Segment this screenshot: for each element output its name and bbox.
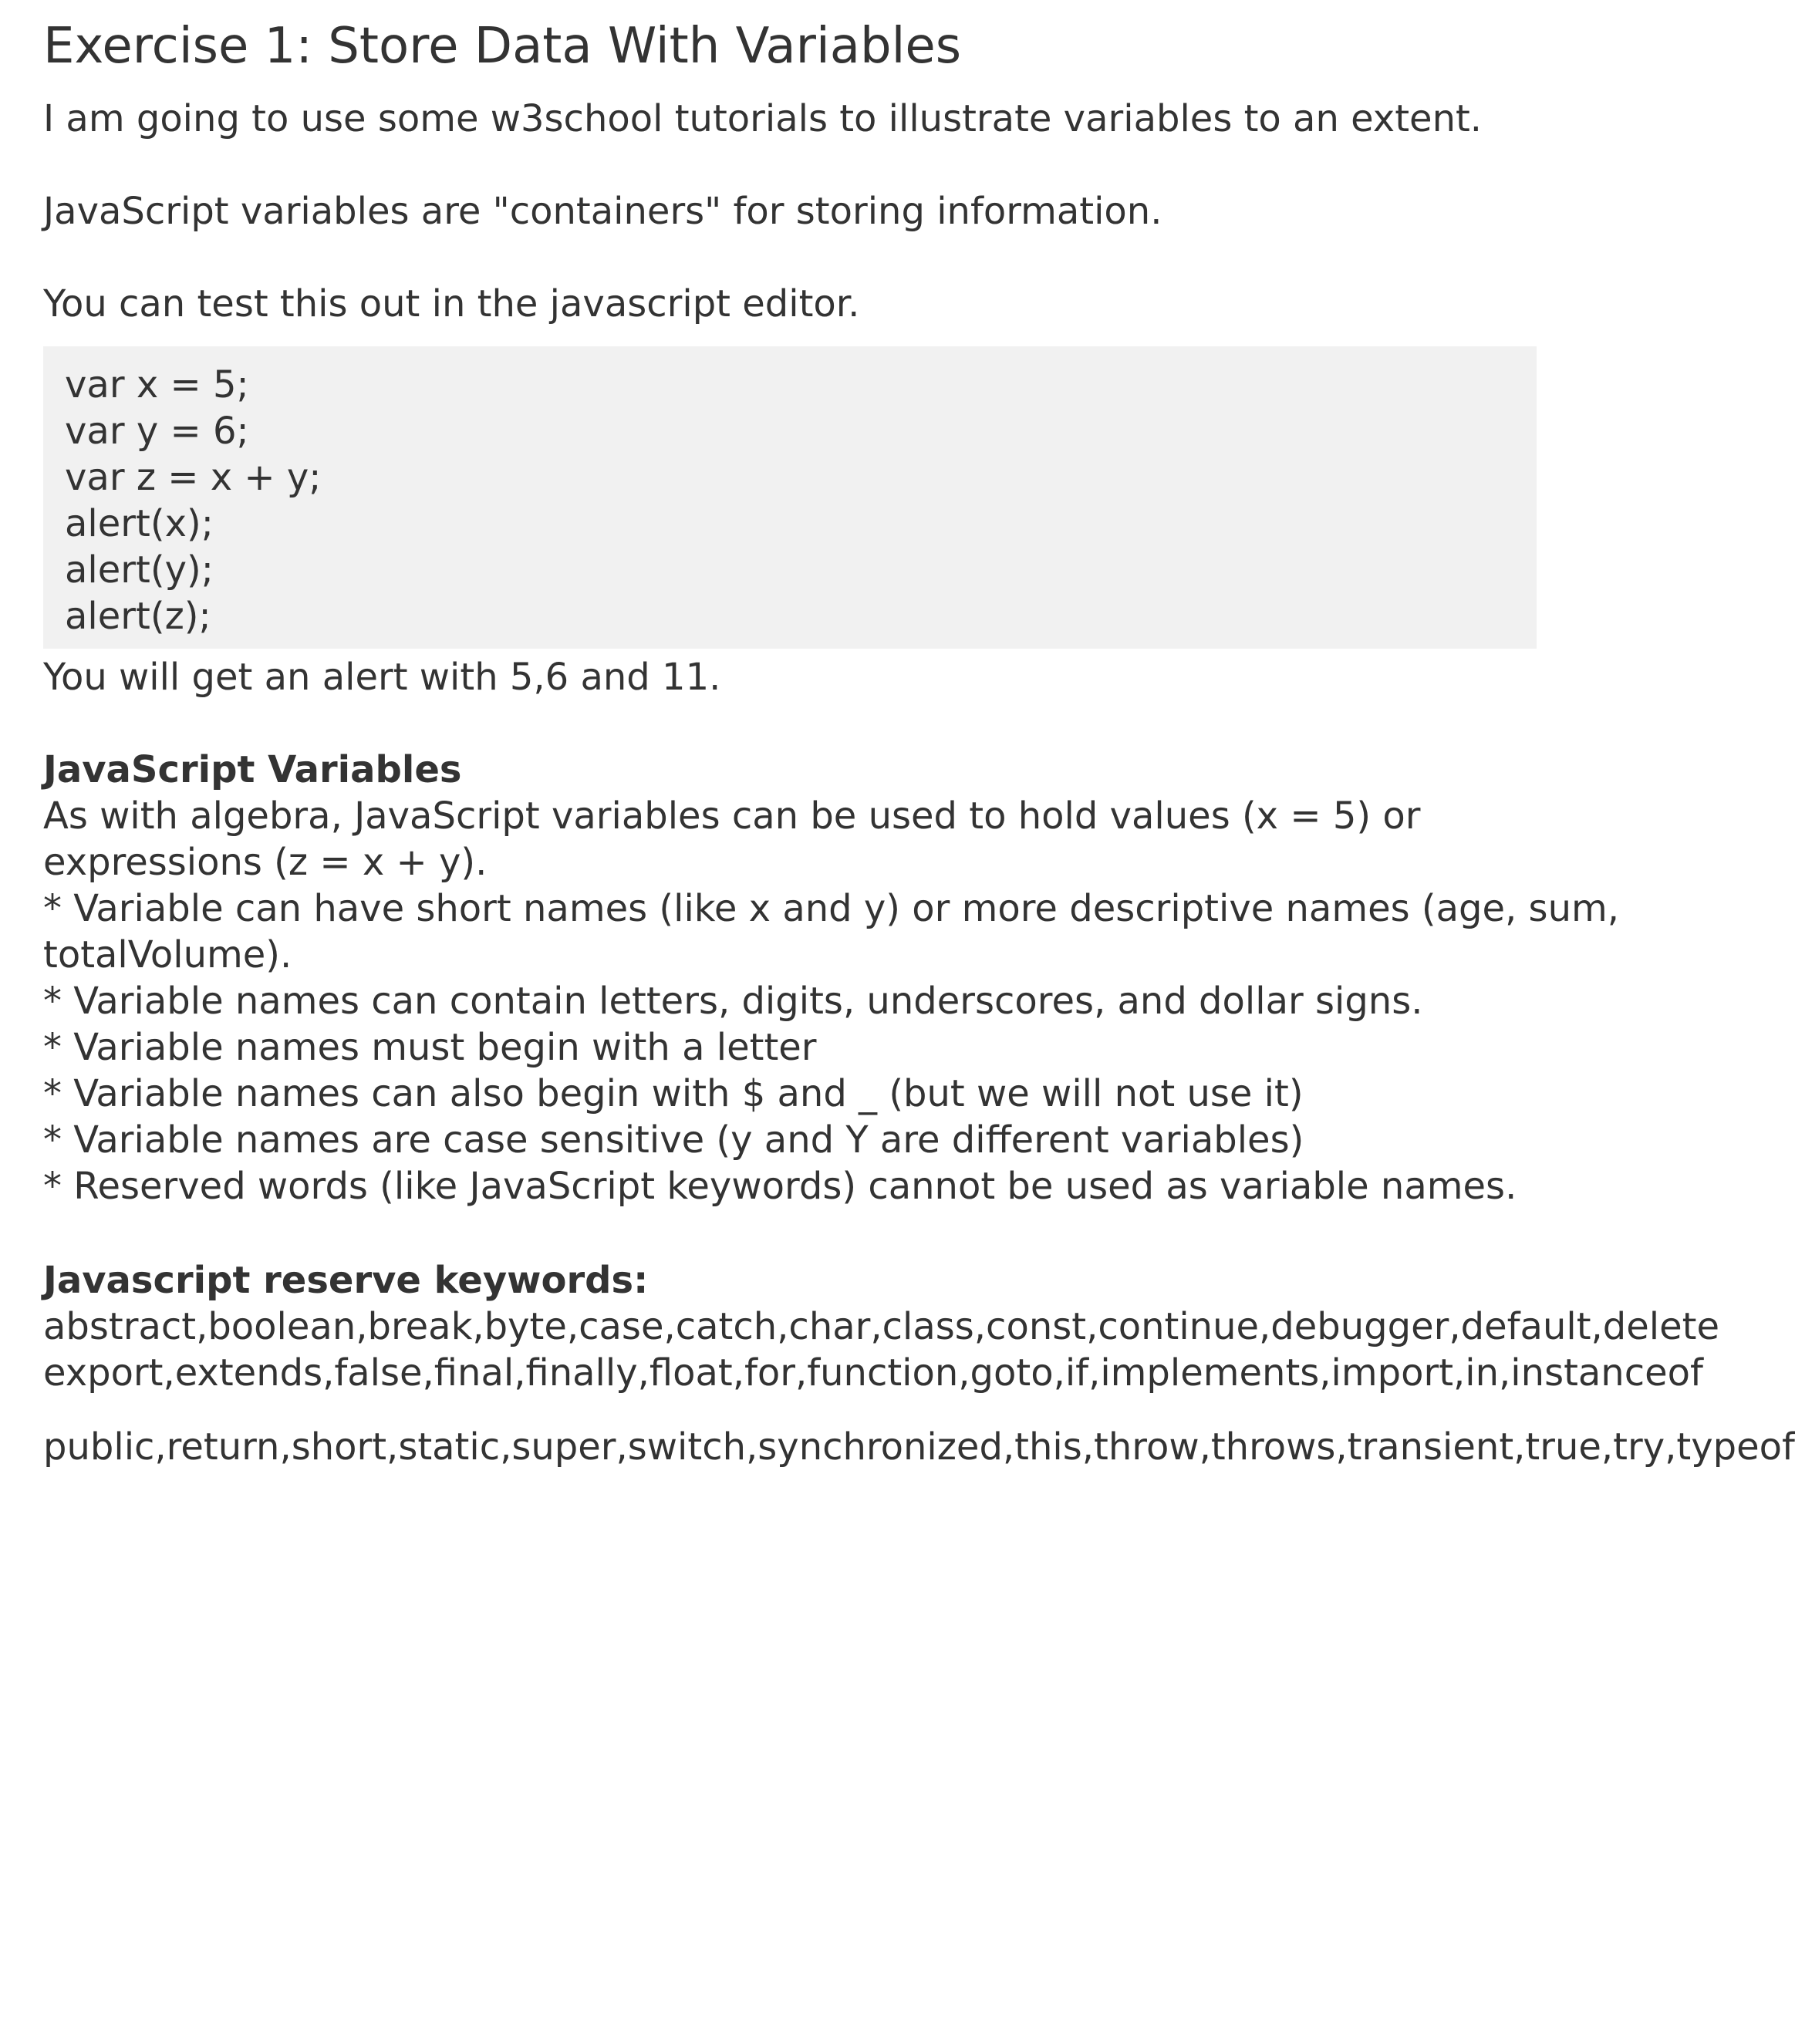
code-line: var y = 6; (65, 410, 249, 453)
variables-line: * Variable names can contain letters, digits, underscores, and dollar signs. (43, 980, 1423, 1023)
variables-rules-list (43, 793, 1619, 1209)
code-line: var z = x + y; (65, 456, 322, 499)
variables-line: * Variable can have short names (like x and y) or more descriptive names (age, sum, (43, 887, 1619, 930)
containers-text: JavaScript variables are "containers" for storing information. (43, 190, 1162, 233)
variables-line: expressions (z = x + y). (43, 841, 488, 884)
result-text: You will get an alert with 5,6 and 11. (43, 656, 721, 699)
variables-line: * Variable names can also begin with $ and _ (but we will not use it) (43, 1072, 1304, 1115)
intro-text: I am going to use some w3school tutorials to illustrate variables to an extent. (43, 97, 1483, 140)
code-block (43, 346, 1537, 649)
code-line: var x = 5; (65, 363, 249, 406)
test-instruction-text: You can test this out in the javascript editor. (43, 282, 860, 325)
variables-heading: JavaScript Variables (43, 748, 462, 791)
variables-line: * Variable names must begin with a letter (43, 1026, 817, 1069)
code-line: alert(z); (65, 595, 211, 638)
keywords-row: abstract,boolean,break,byte,case,catch,char,class,const,continue,debugger,default,delete (43, 1305, 1720, 1348)
keywords-row: export,extends,false,final,finally,float,for,function,goto,if,implements,import,in,instanceof (43, 1351, 1703, 1395)
variables-line: * Reserved words (like JavaScript keywords) cannot be used as variable names. (43, 1165, 1517, 1208)
keywords-list (43, 1304, 1795, 1470)
document-page (43, 0, 1795, 2044)
code-line: alert(x); (65, 502, 214, 545)
code-line: alert(y); (65, 548, 214, 592)
variables-line: * Variable names are case sensitive (y and Y are different variables) (43, 1118, 1304, 1162)
page-title: Exercise 1: Store Data With Variables (43, 18, 962, 75)
variables-line: As with algebra, JavaScript variables can be used to hold values (x = 5) or (43, 794, 1421, 838)
keywords-heading: Javascript reserve keywords: (43, 1259, 649, 1302)
variables-line: totalVolume). (43, 933, 292, 976)
keywords-row: public,return,short,static,super,switch,synchronized,this,throw,throws,transient,true,try,typeof (43, 1425, 1795, 1469)
